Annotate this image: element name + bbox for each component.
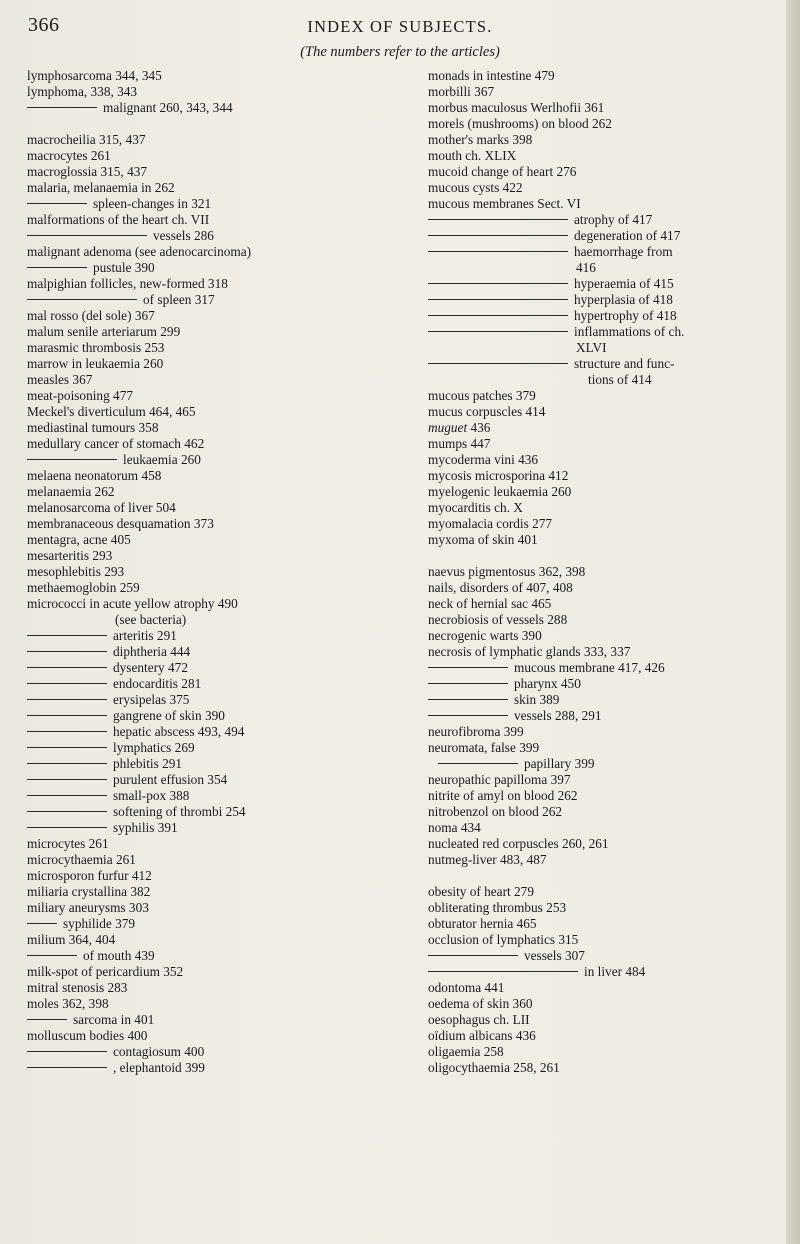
index-entry bbox=[428, 660, 778, 676]
index-entry bbox=[428, 404, 778, 420]
index-entry bbox=[428, 612, 778, 628]
ditto-rule bbox=[27, 827, 107, 828]
index-entry bbox=[428, 852, 778, 868]
ditto-rule bbox=[27, 459, 117, 460]
index-entry bbox=[428, 980, 778, 996]
index-entry bbox=[27, 996, 407, 1012]
index-entry-text: gangrene of skin 390 bbox=[113, 708, 225, 723]
index-entry-text: myocarditis ch. X bbox=[428, 500, 523, 515]
index-entry bbox=[428, 100, 778, 116]
index-entry-text: noma 434 bbox=[428, 820, 481, 835]
index-entry bbox=[27, 980, 407, 996]
ditto-rule bbox=[27, 747, 107, 748]
index-entry-text: mesophlebitis 293 bbox=[27, 564, 125, 579]
index-entry-text: of spleen 317 bbox=[143, 292, 215, 307]
ditto-rule bbox=[428, 363, 568, 364]
index-entry-text: membranaceous desquamation 373 bbox=[27, 516, 214, 531]
index-entry-text: miliaria crystallina 382 bbox=[27, 884, 151, 899]
index-entry bbox=[428, 884, 778, 900]
index-entry-text: oligocythaemia 258, 261 bbox=[428, 1060, 560, 1075]
index-entry bbox=[27, 916, 407, 932]
index-entry bbox=[428, 1060, 778, 1076]
index-entry bbox=[428, 276, 778, 292]
index-entry bbox=[27, 756, 407, 772]
index-entry bbox=[27, 868, 407, 884]
ditto-rule bbox=[27, 1019, 67, 1020]
index-entry bbox=[27, 548, 407, 564]
ditto-rule bbox=[428, 219, 568, 220]
index-entry bbox=[428, 948, 778, 964]
index-entry-text: hypertrophy of 418 bbox=[574, 308, 677, 323]
index-entry bbox=[428, 452, 778, 468]
index-entry-text: necrobiosis of vessels 288 bbox=[428, 612, 568, 627]
ditto-rule bbox=[428, 699, 508, 700]
index-entry bbox=[428, 596, 778, 612]
index-entry bbox=[27, 884, 407, 900]
ditto-rule bbox=[27, 107, 97, 108]
index-entry bbox=[428, 420, 778, 436]
ditto-rule bbox=[27, 731, 107, 732]
index-entry-text: mesarteritis 293 bbox=[27, 548, 113, 563]
index-entry-text: marrow in leukaemia 260 bbox=[27, 356, 164, 371]
index-entry-text: of mouth 439 bbox=[83, 948, 155, 963]
index-entry-text: small-pox 388 bbox=[113, 788, 190, 803]
index-entry-text: necrogenic warts 390 bbox=[428, 628, 542, 643]
ditto-rule bbox=[27, 203, 87, 204]
ditto-rule bbox=[27, 235, 147, 236]
index-entry bbox=[428, 356, 778, 372]
index-entry bbox=[27, 292, 407, 308]
index-entry-text: hepatic abscess 493, 494 bbox=[113, 724, 245, 739]
index-entry-text: Meckel's diverticulum 464, 465 bbox=[27, 404, 196, 419]
index-entry bbox=[428, 564, 778, 580]
index-entry-text: melaena neonatorum 458 bbox=[27, 468, 162, 483]
index-entry-text: nucleated red corpuscles 260, 261 bbox=[428, 836, 609, 851]
index-entry-text: mucoid change of heart 276 bbox=[428, 164, 577, 179]
index-entry-text: inflammations of ch. bbox=[574, 324, 685, 339]
ditto-rule bbox=[438, 763, 518, 764]
index-entry-text: melanosarcoma of liver 504 bbox=[27, 500, 176, 515]
index-entry-text: 416 bbox=[576, 260, 596, 275]
index-entry-text: endocarditis 281 bbox=[113, 676, 202, 691]
index-entry-text: odontoma 441 bbox=[428, 980, 505, 995]
subtitle: (The numbers refer to the articles) bbox=[300, 44, 500, 60]
index-entry-text: naevus pigmentosus 362, 398 bbox=[428, 564, 586, 579]
ditto-rule bbox=[27, 1067, 107, 1068]
index-entry bbox=[27, 612, 407, 628]
index-entry bbox=[27, 68, 407, 84]
index-entry bbox=[428, 244, 778, 260]
index-entry bbox=[428, 388, 778, 404]
index-entry-text: neuropathic papilloma 397 bbox=[428, 772, 571, 787]
index-entry bbox=[428, 1028, 778, 1044]
index-entry-text: syphilide 379 bbox=[63, 916, 136, 931]
ditto-rule bbox=[27, 683, 107, 684]
index-entry bbox=[27, 164, 407, 180]
index-entry-text: myomalacia cordis 277 bbox=[428, 516, 553, 531]
index-entry-text: obliterating thrombus 253 bbox=[428, 900, 567, 915]
index-entry bbox=[428, 68, 778, 84]
index-entry bbox=[27, 324, 407, 340]
index-entry bbox=[27, 436, 407, 452]
index-entry-text: arteritis 291 bbox=[113, 628, 177, 643]
index-entry-text: malum senile arteriarum 299 bbox=[27, 324, 181, 339]
index-entry bbox=[27, 932, 407, 948]
index-entry bbox=[428, 580, 778, 596]
index-entry-text: molluscum bodies 400 bbox=[27, 1028, 148, 1043]
index-entry bbox=[27, 564, 407, 580]
index-entry bbox=[428, 1012, 778, 1028]
index-entry bbox=[27, 244, 407, 260]
ditto-rule bbox=[428, 331, 568, 332]
index-entry bbox=[428, 132, 778, 148]
index-entry-text: morbilli 367 bbox=[428, 84, 495, 99]
index-entry bbox=[27, 772, 407, 788]
index-entry-text: obturator hernia 465 bbox=[428, 916, 537, 931]
index-entry bbox=[27, 388, 407, 404]
index-entry-text: neuromata, false 399 bbox=[428, 740, 540, 755]
index-entry-text: mentagra, acne 405 bbox=[27, 532, 131, 547]
ditto-rule bbox=[27, 923, 57, 924]
index-entry bbox=[27, 148, 407, 164]
index-entry-text: microsporon furfur 412 bbox=[27, 868, 152, 883]
index-entry-text: malformations of the heart ch. VII bbox=[27, 212, 210, 227]
index-entry-text: oïdium albicans 436 bbox=[428, 1028, 536, 1043]
index-entry bbox=[27, 788, 407, 804]
index-entry-text: methaemoglobin 259 bbox=[27, 580, 140, 595]
index-entry-text: syphilis 391 bbox=[113, 820, 178, 835]
index-entry-text: malignant adenoma (see adenocarcinoma) bbox=[27, 244, 252, 259]
index-entry bbox=[27, 260, 407, 276]
index-entry bbox=[27, 644, 407, 660]
index-entry-text: degeneration of 417 bbox=[574, 228, 681, 243]
page-number: 366 bbox=[28, 14, 60, 36]
index-entry bbox=[27, 676, 407, 692]
index-entry-text: , elephantoid 399 bbox=[113, 1060, 205, 1075]
index-entry-text: miliary aneurysms 303 bbox=[27, 900, 149, 915]
index-entry bbox=[428, 724, 778, 740]
index-entry-text: mucous patches 379 bbox=[428, 388, 536, 403]
index-entry-text: morbus maculosus Werlhofii 361 bbox=[428, 100, 605, 115]
index-entry-text: erysipelas 375 bbox=[113, 692, 190, 707]
index-entry bbox=[428, 644, 778, 660]
index-entry-text: nitrite of amyl on blood 262 bbox=[428, 788, 578, 803]
ditto-rule bbox=[27, 715, 107, 716]
index-entry bbox=[428, 916, 778, 932]
index-entry-text: melanaemia 262 bbox=[27, 484, 115, 499]
index-entry bbox=[428, 148, 778, 164]
index-entry bbox=[27, 340, 407, 356]
index-entry-text: mucous membrane 417, 426 bbox=[514, 660, 665, 675]
index-entry-text: nails, disorders of 407, 408 bbox=[428, 580, 573, 595]
index-entry-text: mitral stenosis 283 bbox=[27, 980, 128, 995]
index-entry bbox=[428, 996, 778, 1012]
index-entry-text: oedema of skin 360 bbox=[428, 996, 533, 1011]
index-entry-text: mycosis microsporina 412 bbox=[428, 468, 569, 483]
index-entry-text: malaria, melanaemia in 262 bbox=[27, 180, 175, 195]
index-entry bbox=[428, 228, 778, 244]
index-entry bbox=[428, 836, 778, 852]
index-entry-text: mediastinal tumours 358 bbox=[27, 420, 159, 435]
index-entry-text: atrophy of 417 bbox=[574, 212, 653, 227]
index-entry-text: vessels 288, 291 bbox=[514, 708, 602, 723]
index-entry bbox=[27, 836, 407, 852]
index-entry bbox=[27, 276, 407, 292]
index-entry-text: myelogenic leukaemia 260 bbox=[428, 484, 572, 499]
index-entry-text: tions of 414 bbox=[588, 372, 652, 387]
ditto-rule bbox=[27, 763, 107, 764]
index-entry-text: marasmic thrombosis 253 bbox=[27, 340, 165, 355]
index-entry-text: medullary cancer of stomach 462 bbox=[27, 436, 205, 451]
index-entry bbox=[428, 708, 778, 724]
index-entry bbox=[428, 756, 778, 772]
index-column-right bbox=[428, 68, 778, 1076]
ditto-rule bbox=[428, 283, 568, 284]
ditto-rule bbox=[428, 683, 508, 684]
index-entry bbox=[428, 804, 778, 820]
index-entry-text: diphtheria 444 bbox=[113, 644, 191, 659]
ditto-rule bbox=[27, 779, 107, 780]
index-entry-text: mal rosso (del sole) 367 bbox=[27, 308, 155, 323]
index-entry bbox=[428, 772, 778, 788]
index-entry bbox=[428, 628, 778, 644]
index-entry-text: morels (mushrooms) on blood 262 bbox=[428, 116, 612, 131]
index-entry-text: monads in intestine 479 bbox=[428, 68, 555, 83]
index-entry bbox=[27, 852, 407, 868]
index-entry-text: oesophagus ch. LII bbox=[428, 1012, 530, 1027]
index-entry-text: macrocheilia 315, 437 bbox=[27, 132, 146, 147]
index-entry-text: muguet 436 bbox=[428, 420, 491, 435]
index-entry bbox=[428, 324, 778, 340]
index-entry bbox=[27, 948, 407, 964]
index-entry-text: softening of thrombi 254 bbox=[113, 804, 246, 819]
index-entry bbox=[428, 308, 778, 324]
index-entry-text: mucus corpuscles 414 bbox=[428, 404, 546, 419]
index-entry bbox=[27, 708, 407, 724]
ditto-rule bbox=[27, 667, 107, 668]
index-entry-text: microcythaemia 261 bbox=[27, 852, 136, 867]
index-entry bbox=[27, 580, 407, 596]
index-entry-text: micrococci in acute yellow atrophy 490 bbox=[27, 596, 238, 611]
index-entry-text: oligaemia 258 bbox=[428, 1044, 504, 1059]
index-entry bbox=[27, 132, 407, 148]
index-entry-text: hyperaemia of 415 bbox=[574, 276, 674, 291]
index-entry-text: malignant 260, 343, 344 bbox=[103, 100, 233, 115]
index-entry-text: pustule 390 bbox=[93, 260, 155, 275]
index-entry bbox=[27, 1012, 407, 1028]
index-entry bbox=[27, 180, 407, 196]
index-entry bbox=[27, 1060, 407, 1076]
index-entry bbox=[27, 516, 407, 532]
index-entry-text: moles 362, 398 bbox=[27, 996, 109, 1011]
index-entry-text: vessels 286 bbox=[153, 228, 214, 243]
index-entry bbox=[27, 724, 407, 740]
index-entry-text: leukaemia 260 bbox=[123, 452, 201, 467]
index-entry-text: nitrobenzol on blood 262 bbox=[428, 804, 563, 819]
index-entry bbox=[27, 372, 407, 388]
ditto-rule bbox=[27, 267, 87, 268]
index-entry-text: meat-poisoning 477 bbox=[27, 388, 133, 403]
index-entry bbox=[27, 900, 407, 916]
index-entry-text: myxoma of skin 401 bbox=[428, 532, 538, 547]
index-entry bbox=[428, 788, 778, 804]
index-entry-text: mucous cysts 422 bbox=[428, 180, 523, 195]
index-entry-text: contagiosum 400 bbox=[113, 1044, 205, 1059]
index-entry-text: occlusion of lymphatics 315 bbox=[428, 932, 579, 947]
index-entry-text: microcytes 261 bbox=[27, 836, 109, 851]
ditto-rule bbox=[27, 811, 107, 812]
index-entry bbox=[428, 436, 778, 452]
index-entry-text: phlebitis 291 bbox=[113, 756, 183, 771]
ditto-rule bbox=[27, 1051, 107, 1052]
index-entry bbox=[27, 228, 407, 244]
index-entry-text: skin 389 bbox=[514, 692, 560, 707]
index-entry bbox=[27, 532, 407, 548]
index-entry bbox=[428, 484, 778, 500]
index-entry bbox=[428, 292, 778, 308]
index-entry bbox=[27, 356, 407, 372]
index-entry-text: mother's marks 398 bbox=[428, 132, 533, 147]
index-entry bbox=[27, 628, 407, 644]
index-entry-text: mycoderma vini 436 bbox=[428, 452, 539, 467]
ditto-rule bbox=[27, 955, 77, 956]
index-entry bbox=[27, 308, 407, 324]
index-entry-text: dysentery 472 bbox=[113, 660, 188, 675]
index-entry bbox=[27, 212, 407, 228]
ditto-rule bbox=[27, 699, 107, 700]
index-entry bbox=[428, 516, 778, 532]
index-entry-text: (see bacteria) bbox=[115, 612, 187, 627]
index-entry bbox=[428, 740, 778, 756]
index-entry bbox=[428, 340, 778, 356]
index-entry bbox=[27, 420, 407, 436]
ditto-rule bbox=[27, 635, 107, 636]
index-entry-text: nutmeg-liver 483, 487 bbox=[428, 852, 547, 867]
index-entry bbox=[27, 84, 407, 100]
index-entry-text: pharynx 450 bbox=[514, 676, 581, 691]
index-entry bbox=[27, 1044, 407, 1060]
index-entry bbox=[428, 180, 778, 196]
index-entry bbox=[428, 532, 778, 548]
ditto-rule bbox=[428, 971, 578, 972]
ditto-rule bbox=[27, 651, 107, 652]
index-entry bbox=[27, 500, 407, 516]
ditto-rule bbox=[428, 299, 568, 300]
index-entry bbox=[428, 116, 778, 132]
index-entry-text: hyperplasia of 418 bbox=[574, 292, 673, 307]
index-entry bbox=[27, 484, 407, 500]
index-entry bbox=[428, 468, 778, 484]
ditto-rule bbox=[27, 795, 107, 796]
ditto-rule bbox=[428, 955, 518, 956]
index-entry-text: mouth ch. XLIX bbox=[428, 148, 517, 163]
index-entry bbox=[27, 100, 407, 116]
index-entry bbox=[27, 740, 407, 756]
index-entry-text: mumps 447 bbox=[428, 436, 491, 451]
index-entry bbox=[428, 932, 778, 948]
index-entry-text: vessels 307 bbox=[524, 948, 585, 963]
index-entry-text: haemorrhage from bbox=[574, 244, 673, 259]
index-entry-text: purulent effusion 354 bbox=[113, 772, 228, 787]
index-entry bbox=[428, 500, 778, 516]
index-entry-text: structure and func- bbox=[574, 356, 675, 371]
index-entry-text: macrocytes 261 bbox=[27, 148, 111, 163]
index-entry bbox=[428, 676, 778, 692]
index-entry-text: measles 367 bbox=[27, 372, 93, 387]
index-entry-text: macroglossia 315, 437 bbox=[27, 164, 148, 179]
index-entry-text: papillary 399 bbox=[524, 756, 595, 771]
index-entry bbox=[428, 196, 778, 212]
index-entry bbox=[27, 196, 407, 212]
ditto-rule bbox=[428, 667, 508, 668]
index-entry-text: milium 364, 404 bbox=[27, 932, 116, 947]
ditto-rule bbox=[27, 299, 137, 300]
index-entry bbox=[27, 468, 407, 484]
ditto-rule bbox=[428, 235, 568, 236]
index-entry-text: lymphoma, 338, 343 bbox=[27, 84, 138, 99]
ditto-rule bbox=[428, 251, 568, 252]
index-entry-text: milk-spot of pericardium 352 bbox=[27, 964, 184, 979]
index-entry bbox=[428, 1044, 778, 1060]
index-entry-text: lymphosarcoma 344, 345 bbox=[27, 68, 162, 83]
index-entry bbox=[428, 820, 778, 836]
index-entry bbox=[428, 692, 778, 708]
index-entry bbox=[428, 964, 778, 980]
index-entry bbox=[428, 164, 778, 180]
index-entry-text: XLVI bbox=[576, 340, 607, 355]
index-entry bbox=[27, 660, 407, 676]
index-entry bbox=[27, 1028, 407, 1044]
index-entry-text: in liver 484 bbox=[584, 964, 646, 979]
index-entry-text: lymphatics 269 bbox=[113, 740, 195, 755]
ditto-rule bbox=[428, 715, 508, 716]
index-entry-text: mucous membranes Sect. VI bbox=[428, 196, 581, 211]
index-entry bbox=[27, 452, 407, 468]
ditto-rule bbox=[428, 315, 568, 316]
index-entry-text: neck of hernial sac 465 bbox=[428, 596, 552, 611]
index-entry bbox=[428, 372, 778, 388]
index-entry-text: malpighian follicles, new-formed 318 bbox=[27, 276, 228, 291]
index-entry-text: spleen-changes in 321 bbox=[93, 196, 212, 211]
index-entry bbox=[27, 804, 407, 820]
index-entry bbox=[27, 404, 407, 420]
index-entry bbox=[27, 820, 407, 836]
page-edge bbox=[786, 0, 800, 1244]
index-column-left bbox=[27, 68, 407, 1076]
index-entry bbox=[27, 596, 407, 612]
index-entry bbox=[428, 212, 778, 228]
index-entry bbox=[27, 692, 407, 708]
index-entry-text: neurofibroma 399 bbox=[428, 724, 524, 739]
index-entry-text: sarcoma in 401 bbox=[73, 1012, 155, 1027]
index-entry-text: necrosis of lymphatic glands 333, 337 bbox=[428, 644, 631, 659]
index-entry bbox=[428, 260, 778, 276]
index-entry bbox=[428, 84, 778, 100]
index-entry bbox=[27, 964, 407, 980]
index-entry bbox=[428, 900, 778, 916]
running-title: INDEX OF SUBJECTS. bbox=[307, 17, 493, 36]
index-entry-text: obesity of heart 279 bbox=[428, 884, 534, 899]
